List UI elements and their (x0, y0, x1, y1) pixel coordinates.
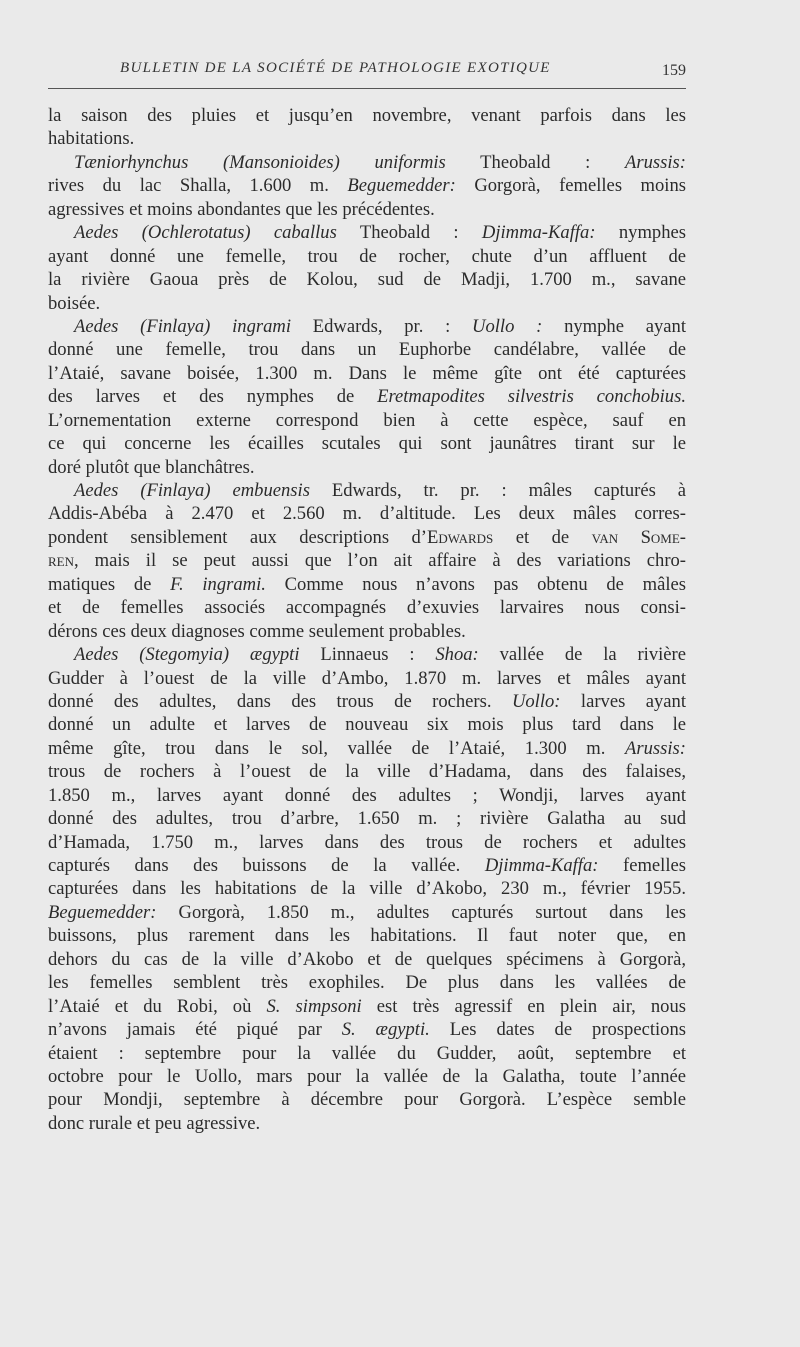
text-segment: donné des adultes, trou d’arbre, 1.650 m. ; rivière Galatha au sud (48, 808, 686, 830)
text-segment: est très agressif en plein air, nous (361, 995, 686, 1017)
text-segment: S. simpsoni (266, 995, 362, 1017)
running-header (48, 58, 686, 89)
text-segment: Gorgorà, femelles moins (455, 175, 686, 197)
text-segment: donc rurale et peu agressive. (48, 1112, 261, 1134)
text-segment: capturés dans des buissons de la vallée. (48, 855, 485, 876)
text-line (48, 432, 686, 455)
text-line (48, 877, 686, 900)
text-line (48, 713, 686, 736)
text-segment: vallée de la rivière (478, 644, 686, 666)
page-number: 159 (662, 62, 686, 79)
text-line (48, 268, 686, 291)
text-segment: dérons ces deux diagnoses comme seulement probables. (48, 620, 466, 642)
text-line (48, 1018, 686, 1041)
text-segment: des larves et des nymphes de (48, 386, 378, 408)
text-line (48, 948, 686, 971)
text-line (48, 690, 686, 713)
text-segment: les femelles semblent très exophiles. De plus dans les vallées de (48, 972, 686, 994)
text-line (48, 831, 686, 854)
text-line (48, 1065, 686, 1088)
text-line (48, 643, 686, 666)
text-line (48, 667, 686, 690)
text-segment: Gudder à l’ouest de la ville d’Ambo, 1.870 m. larves et mâles ayant (48, 667, 686, 689)
text-line (48, 338, 686, 361)
text-segment: Arussis: (625, 737, 686, 759)
text-segment: donné des adultes, dans des trous de rochers. (48, 690, 512, 712)
text-segment: Aedes (Stegomyia) ægypti (74, 644, 300, 666)
text-segment: boisée. (48, 292, 101, 314)
text-line (48, 104, 686, 127)
text-segment: Comme nous n’avons pas obtenu de mâles (265, 573, 686, 595)
text-line (48, 596, 686, 619)
text-segment: Edwards, pr. : (291, 315, 473, 337)
text-segment: Edwards (427, 526, 494, 548)
text-line (48, 620, 686, 643)
text-segment: Theobald : (336, 222, 482, 244)
text-line (48, 362, 686, 385)
text-line (48, 924, 686, 947)
text-segment: Aedes (Finlaya) embuensis (74, 480, 310, 501)
text-segment: 1.850 m., larves ayant donné des adultes ; Wondji, larves ayant (48, 784, 686, 806)
text-line (48, 760, 686, 783)
text-segment: capturées dans les habitations de la ville d’Akobo, 230 m., février 1955. (48, 878, 686, 900)
text-line (48, 315, 686, 338)
text-line (48, 292, 686, 315)
text-segment: Edwards, tr. pr. : mâles capturés à (309, 480, 686, 501)
text-segment: femelles (598, 855, 686, 876)
text-segment: Addis-Abéba à 2.470 et 2.560 m. d’altitude. Les deux mâles corres- (48, 503, 686, 525)
text-line (48, 1088, 686, 1111)
text-line (48, 971, 686, 994)
text-line (48, 737, 686, 760)
text-segment: Aedes (Finlaya) ingrami (74, 315, 292, 337)
text-segment: Beguemedder: (347, 175, 456, 197)
text-line (48, 784, 686, 807)
text-line (48, 385, 686, 408)
text-segment: donné un adulte et larves de nouveau six mois plus tard dans le (48, 714, 686, 736)
text-segment: l’Ataié, savane boisée, 1.300 m. Dans le même gîte ont été capturées (48, 362, 686, 384)
text-segment: L’ornementation externe correspond bien à cette espèce, sauf en (48, 409, 686, 431)
text-segment: Beguemedder: (48, 901, 157, 923)
text-segment: ren (48, 550, 74, 572)
text-line (48, 409, 686, 432)
text-segment: Uollo : (472, 315, 543, 337)
text-line (48, 151, 686, 174)
text-segment: et de femelles associés accompagnés d’exuvies larvaires nous consi- (48, 597, 686, 619)
text-segment: Gorgorà, 1.850 m., adultes capturés surtout dans les (156, 901, 686, 923)
text-line (48, 479, 686, 502)
text-segment: nymphes (595, 222, 686, 244)
text-line (48, 221, 686, 244)
text-line (48, 901, 686, 924)
text-line (48, 526, 686, 549)
text-line (48, 549, 686, 572)
text-line (48, 854, 686, 877)
text-segment: van Some- (591, 526, 686, 548)
body-text (48, 104, 686, 1135)
text-line (48, 456, 686, 479)
text-segment: F. ingrami. (170, 573, 266, 595)
text-segment: rives du lac Shalla, 1.600 m. (48, 175, 348, 197)
text-segment: nymphe ayant (542, 315, 686, 337)
text-segment: habitations. (48, 128, 135, 150)
text-segment: Theobald : (445, 151, 626, 173)
text-segment: Djimma-Kaffa: (484, 855, 599, 876)
text-line (48, 1042, 686, 1065)
text-segment: la rivière Gaoua près de Kolou, sud de Madji, 1.700 m., savane (48, 269, 686, 291)
text-segment: Uollo: (511, 690, 561, 712)
text-segment: matiques de (48, 573, 171, 595)
text-line (48, 502, 686, 525)
text-segment: ayant donné une femelle, trou de rocher, chute d’un affluent de (48, 245, 686, 267)
text-segment: d’Hamada, 1.750 m., larves dans des trous de rochers et adultes (48, 831, 686, 853)
running-title: BULLETIN DE LA SOCIÉTÉ DE PATHOLOGIE EXOTIQUE (120, 60, 551, 76)
text-segment: la saison des pluies et jusqu’en novembre, venant parfois dans les (48, 105, 686, 126)
text-segment: Djimma-Kaffa: (481, 222, 596, 244)
text-segment: trous de rochers à l’ouest de la ville d’Hadama, dans des falaises, (48, 761, 686, 783)
text-segment: Linnaeus : (299, 644, 436, 666)
text-segment: pondent sensiblement aux descriptions d’ (48, 526, 428, 548)
text-line (48, 198, 686, 221)
text-segment: pour Mondji, septembre à décembre pour Gorgorà. L’espèce semble (48, 1089, 686, 1111)
text-line (48, 174, 686, 197)
text-line (48, 245, 686, 268)
text-segment: octobre pour le Uollo, mars pour la vallée de la Galatha, toute l’année (48, 1065, 686, 1087)
text-segment: même gîte, trou dans le sol, vallée de l’Ataié, 1.300 m. (48, 737, 626, 759)
text-segment: Arussis: (625, 151, 686, 173)
text-segment: donné une femelle, trou dans un Euphorbe candélabre, vallée de (48, 339, 686, 361)
text-segment: étaient : septembre pour la vallée du Gudder, août, septembre et (48, 1042, 686, 1064)
text-segment: larves ayant (560, 690, 686, 712)
text-segment: ce qui concerne les écailles scutales qui sont jaunâtres tirant sur le (48, 433, 686, 455)
text-segment: Eretmapodites silvestris conchobius. (377, 386, 686, 408)
text-line (48, 807, 686, 830)
text-segment: n’avons jamais été piqué par (48, 1019, 342, 1041)
text-segment: , mais il se peut aussi que l’on ait affaire à des variations chro- (74, 550, 686, 572)
text-segment: Les dates de prospections (429, 1019, 686, 1041)
text-line (48, 127, 686, 150)
text-segment: Tæniorhynchus (Mansonioides) uniformis (74, 151, 446, 173)
text-line (48, 1112, 686, 1135)
text-segment: agressives et moins abondantes que les précédentes. (48, 198, 435, 220)
text-line (48, 573, 686, 596)
text-segment: Shoa: (435, 644, 479, 666)
text-segment: et de (493, 526, 592, 548)
text-segment: dehors du cas de la ville d’Akobo et de quelques spécimens à Gorgorà, (48, 948, 686, 970)
text-segment: Aedes (Ochlerotatus) caballus (74, 222, 337, 244)
text-line (48, 995, 686, 1018)
text-segment: doré plutôt que blanchâtres. (48, 456, 255, 478)
text-segment: S. ægypti. (341, 1019, 430, 1041)
text-segment: l’Ataié et du Robi, où (48, 995, 267, 1017)
text-segment: buissons, plus rarement dans les habitations. Il faut noter que, en (48, 925, 686, 947)
